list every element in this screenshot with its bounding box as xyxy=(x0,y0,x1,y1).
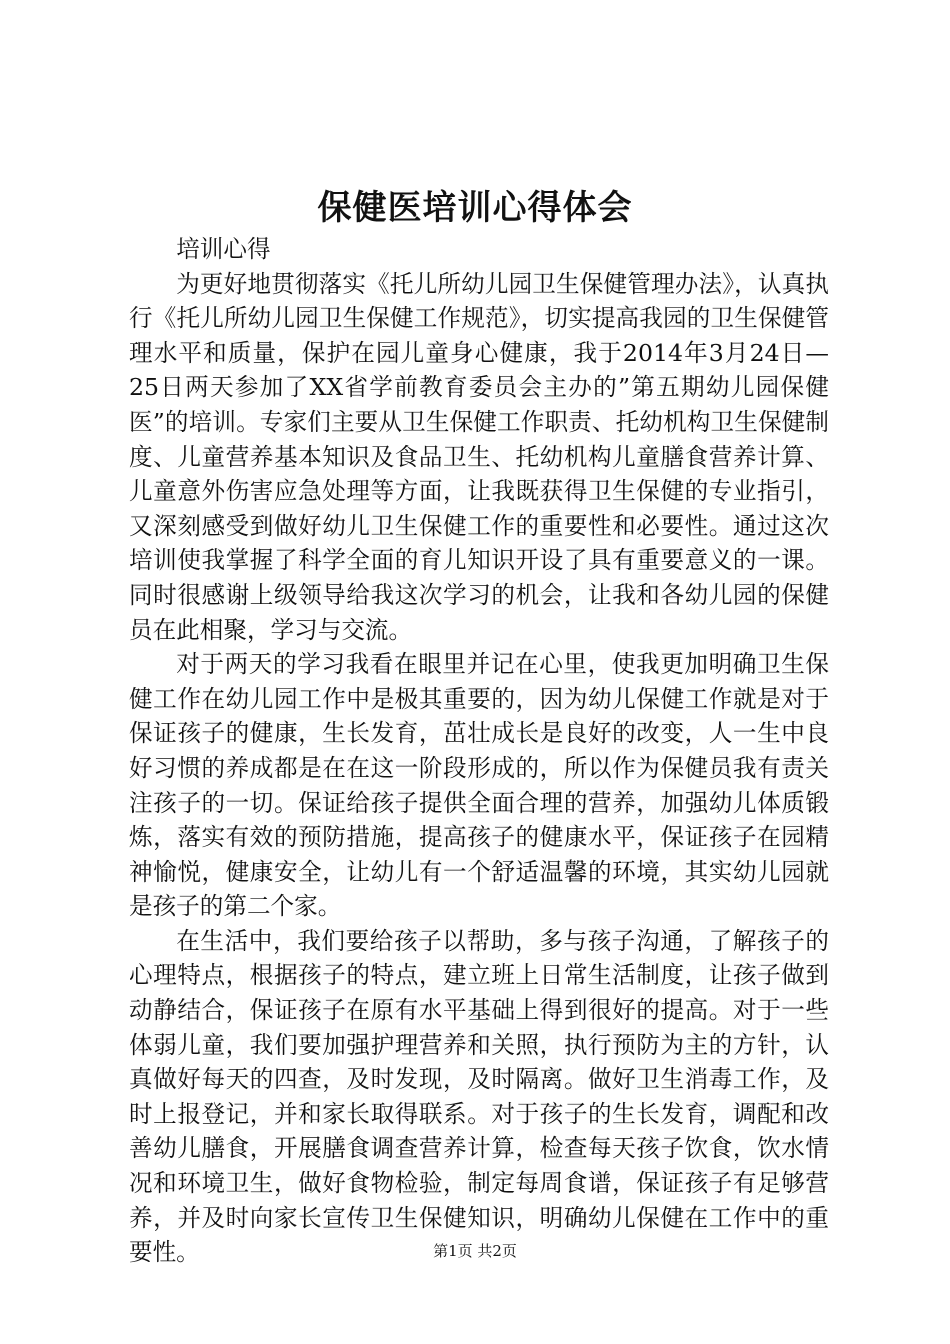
document-title: 保健医培训心得体会 xyxy=(317,188,633,228)
page-footer: 第1页 共2页 xyxy=(433,1242,517,1260)
document-body xyxy=(129,232,829,1270)
paragraph: 在生活中，我们要给孩子以帮助，多与孩子沟通，了解孩子的心理特点，根据孩子的特点，建立班上日常生活制度，让孩子做到动静结合，保证孩子在原有水平基础上得到很好的提高。对于一些体弱儿童，我们要加强护理营养和关照，执行预防为主的方针，认真做好每天的四查，及时发现，及时隔离。做好卫生消毒工作，及时上报登记，并和家长取得联系。对于孩子的生长发育，调配和改善幼儿膳食，开展膳食调查营养计算，检查每天孩子饮食，饮水情况和环境卫生，做好食物检验，制定每周食谱，保证孩子有足够营养，并及时向家长宣传卫生保健知识，明确幼儿保健在工作中的重要性。 xyxy=(129,926,829,1267)
subheading: 培训心得 xyxy=(176,235,271,263)
paragraph: 为更好地贯彻落实《托儿所幼儿园卫生保健管理办法》，认真执行《托儿所幼儿园卫生保健工作规范》，切实提高我园的卫生保健管理水平和质量，保护在园儿童身心健康，我于2014年3月24日—25日两天参加了XX省学前教育委员会主办的”第五期幼儿园保健医”的培训。专家们主要从卫生保健工作职责、托幼机构卫生保健制度、儿童营养基本知识及食品卫生、托幼机构儿童膳食营养计算、儿童意外伤害应急处理等方面，让我既获得卫生保健的专业指引，又深刻感受到做好幼儿卫生保健工作的重要性和必要性。通过这次培训使我掌握了科学全面的育儿知识开设了具有重要意义的一课。同时很感谢上级领导给我这次学习的机会，让我和各幼儿园的保健员在此相聚，学习与交流。 xyxy=(129,269,829,644)
paragraph: 对于两天的学习我看在眼里并记在心里，使我更加明确卫生保健工作在幼儿园工作中是极其重要的，因为幼儿保健工作就是对于保证孩子的健康，生长发育，茁壮成长是良好的改变，人一生中良好习惯的养成都是在在这一阶段形成的，所以作为保健员我有责关注孩子的一切。保证给孩子提供全面合理的营养，加强幼儿体质锻炼，落实有效的预防措施，提高孩子的健康水平，保证孩子在园精神愉悦，健康安全，让幼儿有一个舒适温馨的环境，其实幼儿园就是孩子的第二个家。 xyxy=(129,650,829,921)
